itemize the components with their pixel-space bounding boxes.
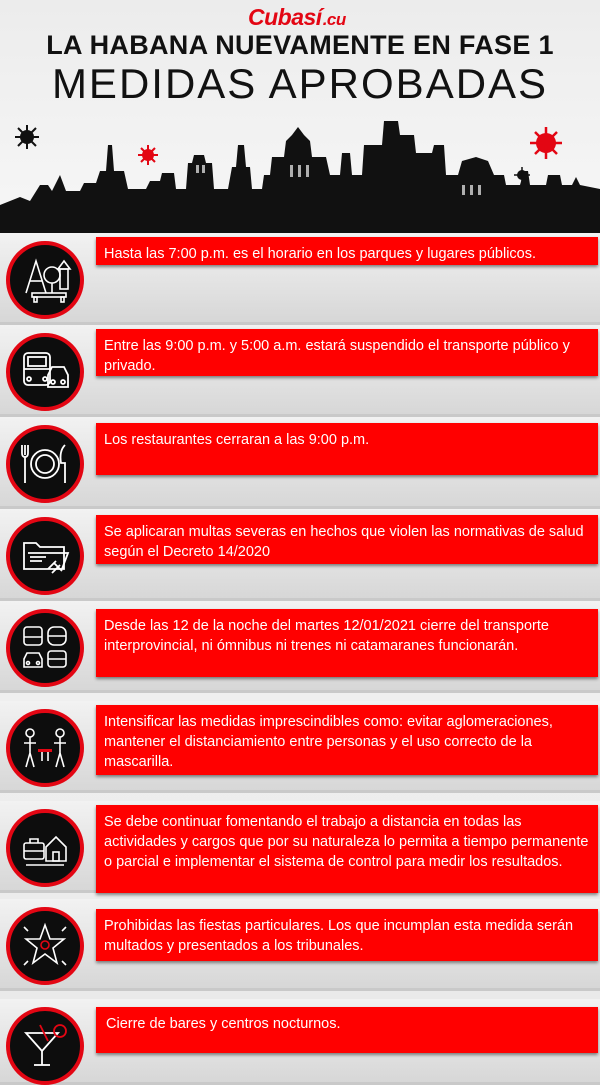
havana-skyline-illustration: [0, 105, 600, 233]
measure-text: Se debe continuar fomentando el trabajo a distancia en todas las actividades y cargos que por su naturaleza lo permita a tiempo permanente o parcial e implementar el sistema de control para medir los resultados.: [104, 814, 589, 870]
measure-row: [0, 801, 600, 893]
measure-text: Se aplicaran multas severas en hechos que violen las normativas de salud según el Decreto 14/2020: [104, 524, 584, 560]
social-distancing-icon: [6, 709, 84, 787]
remote-work-icon: [6, 809, 84, 887]
law-folder-icon: [6, 517, 84, 595]
measure-text: Entre las 9:00 p.m. y 5:00 a.m. estará suspendido el transporte público y privado.: [104, 338, 570, 374]
restaurant-plate-icon: [6, 425, 84, 503]
logo-suffix: .cu: [322, 10, 346, 29]
measure-text-box: [96, 237, 598, 265]
measure-row: [0, 325, 600, 417]
measure-text: Desde las 12 de la noche del martes 12/01/2021 cierre del transporte interprovincial, ni ómnibus ni trenes ni catamaranes funcionarán.: [104, 618, 549, 654]
intercity-transport-icon: [6, 609, 84, 687]
party-icon: [6, 907, 84, 985]
measure-text: Cierre de bares y centros nocturnos.: [106, 1016, 341, 1032]
virus-icon: [138, 145, 158, 165]
measure-text: Hasta las 7:00 p.m. es el horario en los parques y lugares públicos.: [104, 246, 537, 262]
measure-text-box: [96, 329, 598, 376]
logo-text: Cubasí: [248, 4, 322, 30]
park-icon: [6, 241, 84, 319]
measure-row: [0, 509, 600, 601]
cubasi-logo: [248, 4, 346, 30]
measure-text-box: [96, 909, 598, 961]
measure-row: [0, 233, 600, 325]
virus-icon: [530, 127, 562, 159]
measure-text: Intensificar las medidas imprescindibles como: evitar aglomeraciones, mantener el distanciamiento entre personas y el uso correcto de la mascarilla.: [104, 714, 553, 770]
measure-row: [0, 899, 600, 991]
measure-text-box: [96, 609, 598, 677]
measure-row: [0, 417, 600, 509]
measure-row: [0, 601, 600, 693]
measure-row: [0, 701, 600, 793]
measure-text-box: [96, 423, 598, 475]
bus-car-icon: [6, 333, 84, 411]
cocktail-icon: [6, 1007, 84, 1085]
measure-text-box: [96, 1007, 598, 1053]
measure-text: Prohibidas las fiestas particulares. Los que incumplan esta medida serán multados y presentados a los tribunales.: [104, 918, 574, 954]
measure-row: [0, 999, 600, 1085]
header-divider: [0, 224, 600, 232]
measure-text: Los restaurantes cerraran a las 9:00 p.m.: [104, 432, 370, 448]
virus-icon: [15, 125, 39, 149]
page-subtitle: MEDIDAS APROBADAS: [51, 60, 549, 107]
measure-text-box: [96, 705, 598, 775]
measure-text-box: [96, 515, 598, 564]
page-title: LA HABANA NUEVAMENTE EN FASE 1: [46, 30, 554, 60]
measure-text-box: [96, 805, 598, 893]
